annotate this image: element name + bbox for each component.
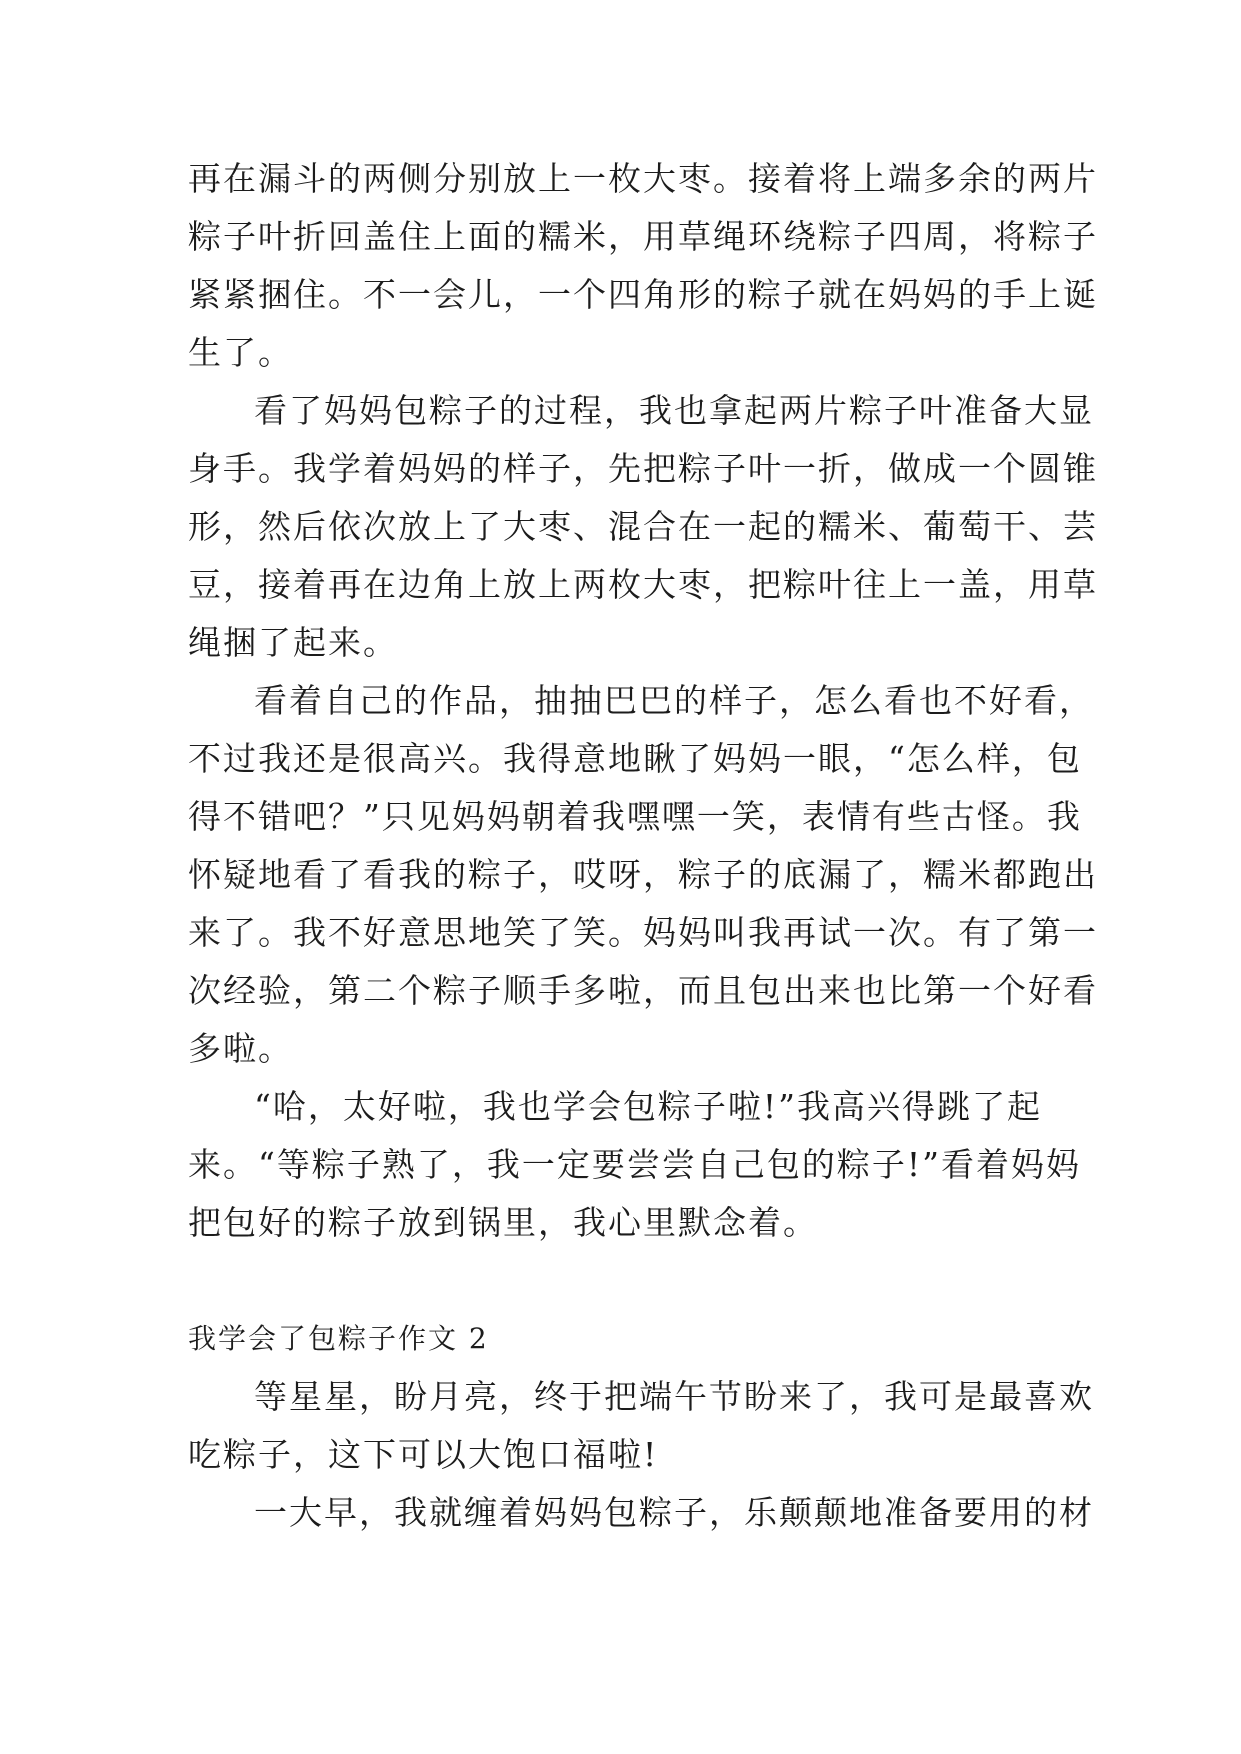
text-line: 豆，接着再在边角上放上两枚大枣，把粽叶往上一盖，用草: [188, 565, 1098, 604]
section-heading: 我学会了包粽子作文 2: [188, 1322, 489, 1355]
text-line: 来。“等粽子熟了，我一定要尝尝自己包的粽子!”看着妈妈: [188, 1145, 1082, 1184]
text-line: 多啦。: [188, 1029, 293, 1068]
paragraph-trying: [188, 382, 1098, 672]
text-line: 等星星，盼月亮，终于把端午节盼来了，我可是最喜欢: [254, 1377, 1094, 1416]
text-line: 把包好的粽子放到锅里，我心里默念着。: [188, 1203, 818, 1242]
text-line: 不过我还是很高兴。我得意地瞅了妈妈一眼，“怎么样，包: [188, 739, 1082, 778]
paragraph-result: [188, 672, 1098, 1078]
text-line: 一大早，我就缠着妈妈包粽子，乐颠颠地准备要用的材: [254, 1493, 1094, 1532]
paragraph-morning: [188, 1484, 1094, 1542]
paragraph-joy: [188, 1078, 1082, 1252]
text-line: 来了。我不好意思地笑了笑。妈妈叫我再试一次。有了第一: [188, 913, 1098, 952]
text-line: “哈，太好啦，我也学会包粽子啦!”我高兴得跳了起: [254, 1087, 1043, 1126]
text-line: 看了妈妈包粽子的过程，我也拿起两片粽子叶准备大显: [254, 391, 1094, 430]
paragraph-continued: [188, 150, 1098, 382]
text-line: 绳捆了起来。: [188, 623, 398, 662]
paragraph-intro-2: [188, 1368, 1094, 1484]
text-line: 形，然后依次放上了大枣、混合在一起的糯米、葡萄干、芸: [188, 507, 1098, 546]
text-line: 紧紧捆住。不一会儿，一个四角形的粽子就在妈妈的手上诞: [188, 275, 1098, 314]
text-line: 看着自己的作品，抽抽巴巴的样子，怎么看也不好看，: [254, 681, 1094, 720]
text-line: 再在漏斗的两侧分别放上一枚大枣。接着将上端多余的两片: [188, 159, 1098, 198]
document-content: [188, 150, 1098, 1542]
text-line: 身手。我学着妈妈的样子，先把粽子叶一折，做成一个圆锥: [188, 449, 1098, 488]
text-line: 得不错吧？”只见妈妈朝着我嘿嘿一笑，表情有些古怪。我: [188, 797, 1082, 836]
section-gap: [188, 1252, 1056, 1310]
text-line: 生了。: [188, 333, 293, 372]
text-line: 怀疑地看了看我的粽子，哎呀，粽子的底漏了，糯米都跑出: [188, 855, 1098, 894]
text-line: 吃粽子，这下可以大饱口福啦!: [188, 1435, 659, 1474]
text-line: 次经验，第二个粽子顺手多啦，而且包出来也比第一个好看: [188, 971, 1098, 1010]
text-line: 粽子叶折回盖住上面的糯米，用草绳环绕粽子四周，将粽子: [188, 217, 1098, 256]
